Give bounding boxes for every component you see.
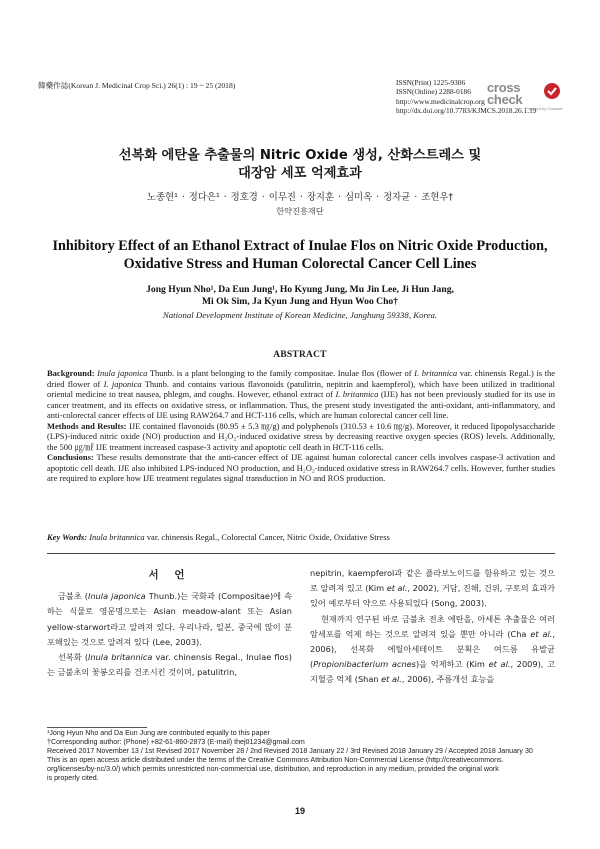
keywords: Key Words: Inula britannica var. chinensis Regal., Colorectal Cancer, Nitric Oxide, Oxidative Stress xyxy=(47,532,390,542)
affiliation-english: National Development Institute of Korean Medicine, Janghung 59338, Korea. xyxy=(162,310,438,320)
footnote-license: is properly cited. xyxy=(47,773,99,782)
section-heading-introduction: 서 언 xyxy=(148,569,191,581)
divider xyxy=(47,553,555,554)
journal-url[interactable]: http://www.medicinalcrop.org xyxy=(396,96,485,106)
crossmark-sub: Powered by Crossref xyxy=(525,106,563,111)
paragraph: 금불초 (Inula japonica Thunb.)는 국화과 (Compositae)에 속하는 식물로 영문명으로는 Asian meadow-alant 또는 Asian yellow-starwort라고 알려져 있다. 우리나라, 일본, 중국에 많이 분포해있는 것으로 알려져 있다 (Lee, 2003). xyxy=(47,591,293,647)
authors-korean: 노종현¹ · 정다은¹ · 정호경 · 이무진 · 장지훈 · 심미옥 · 정자균 · 조현우† xyxy=(146,192,454,203)
abstract-methods: Methods and Results: IJE contained flavonoids (80.95 ± 5.3 ㎎/g) and polyphenols (310.53 ± 10.6 ㎎/g). Moreover, it reduced lipopolysaccharide (LPS)-induced nitric oxide (NO) production and H₂O₂-induced oxidative stress by decreasing reactive oxygen species (ROS) levels. Additionally, the 500 ㎍/㎖ IJE treatment increased caspase-3 activity and apoptotic cell death in HCT-116 cells. xyxy=(47,420,556,452)
footnote-received-dates: Received 2017 November 13 / 1st Revised 2017 November 28 / 2nd Revised 2018 January 22 / 3rd Revised 2018 January 29 / Accepted 2018 January 30 xyxy=(47,746,533,755)
title-korean: 선복화 에탄올 추출물의 Nitric Oxide 생성, 산화스트레스 및 대장암 세포 억제효과 xyxy=(118,148,482,181)
crossmark-logo[interactable] xyxy=(487,78,563,112)
body-right-column xyxy=(310,566,555,688)
issn-online: ISSN(Online) 2288-0186 xyxy=(396,87,471,97)
abstract-heading: ABSTRACT xyxy=(273,350,327,360)
issn-print: ISSN(Print) 1225-9306 xyxy=(396,78,466,87)
footnote-corresponding-author: †Corresponding author: (Phone) +82-61-860-2873 (E-mail) thej01234@gmail.com xyxy=(47,737,305,746)
body-left-column xyxy=(47,568,292,680)
abstract-body xyxy=(47,368,555,484)
paragraph: 현재까지 연구된 바로 금불초 전초 에탄올, 아세톤 추출물은 여러 암세포를 억제 하는 것으로 알려져 있을 뿐만 아니라 (Cha et al., 2006), 선복화 에틸아세테이트 분획은 여드름 유발균 (Propionibacterium acnes)을 억제하고 (Kim et al., 2009), 고지혈증 억제 (Shan et al., 2006), 주름개선 효능을 xyxy=(310,613,555,685)
paragraph: nepitrin, kaempferol과 같은 플라보노이드를 함유하고 있는 것으로 알려져 있고 (Kim et al., 2002), 거담, 진해, 건위, 구토의 효과가 있어 예로부터 약으로 사용되었다 (Song, 2003). xyxy=(310,568,556,609)
svg-text:check: check xyxy=(487,92,523,107)
journal-citation: 韓藥作誌(Korean J. Medicinal Crop Sci.) 26(1) : 19 ~ 25 (2018) xyxy=(38,81,236,90)
paragraph: 선복화 (Inula britannica var. chinensis Regal., Inulae flos)는 금불초의 꽃봉오리를 건조시킨 것이며, patulitrin, xyxy=(47,652,292,678)
crossmark-check-icon xyxy=(544,83,560,99)
footnote-license: org/licenses/by-nc/3.0/) which permits unrestricted non-commercial use, distribution, and reproduction in any medium, provided the original work xyxy=(47,764,499,773)
title-english: Inhibitory Effect of an Ethanol Extract of Inulae Flos on Nitric Oxide Production, Oxidative Stress and Human Colorectal Cancer Cell Lines xyxy=(52,238,548,272)
crossmark-text: cross xyxy=(487,80,521,95)
footnote-license: This is an open access article distributed under the terms of the Creative Commons Attribution Non-Commercial License (http://creativecommons. xyxy=(47,755,504,764)
footnote-equal-contribution: ¹Jong Hyun Nho and Da Eun Jung are contributed equally to this paper xyxy=(47,729,270,737)
doi-link[interactable]: http://dx.doi.org/10.7783/KJMCS.2018.26.1.19 xyxy=(396,106,537,116)
abstract-conclusions: Conclusions: These results demonstrate that the anti-cancer effect of IJE against human colorectal cancer cells involves caspase-3 activation and apoptotic cell death. IJE also inhibited LPS-induced NO production, and H₂O₂-induced oxidative stress in RAW264.7 cells. However, further studies are required to explore how IJE treatment regulates signal transduction in NO and ROS production. xyxy=(47,452,555,483)
abstract-background: Background: Inula japonica Thunb. is a plant belonging to the family compositae. Inulae flos (flower of I. britannica var. chinensis Regal.) is the dried flower of I. japonica Thunb. and contains various flavonoids (patulitrin, nepitrin and kaempferol), which have been utilized in traditional oriental medicine to treat nausea, phlegm, and coughs. However, ethanol extract of I. britannica (IJE) has not been previously studied for its use in cancer treatment, and its effects on oxidative stress, or inflammation. Thus, the present study investigated the anti-oxidant, anti-inflammatory, and anti-colorectal cancer effects of IJE using RAW264.7 and HCT-116 cells, which are human colorectal cancer cell line. xyxy=(47,368,556,420)
page-number: 19 xyxy=(294,806,305,816)
footnotes xyxy=(47,729,559,782)
affiliation-korean: 한약진흥재단 xyxy=(276,206,324,216)
authors-english: Jong Hyun Nho¹, Da Eun Jung¹, Ho Kyung Jung, Mu Jin Lee, Ji Hun Jang, Mi Ok Sim, Ja Kyun Jung and Hyun Woo Cho† xyxy=(146,284,454,308)
footnote-divider xyxy=(47,727,147,728)
